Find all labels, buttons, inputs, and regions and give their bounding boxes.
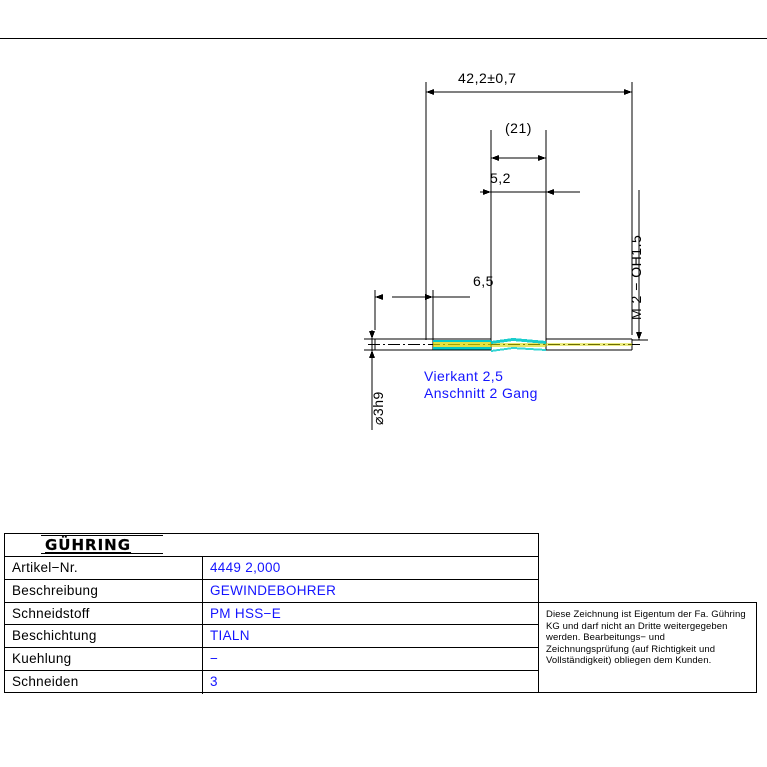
table-row <box>5 625 538 648</box>
note-anschnitt: Anschnitt 2 Gang <box>424 385 538 401</box>
dim-thread-spec: M 2 − OH1.5 <box>628 234 644 320</box>
dim-shank-ref: (21) <box>505 120 532 136</box>
row-label-artikel-nr: Artikel−Nr. <box>5 557 203 579</box>
table-row <box>5 580 538 603</box>
table-row <box>5 557 538 580</box>
table-row <box>5 671 538 694</box>
dim-diameter: ⌀3h9 <box>370 391 386 425</box>
row-value-beschichtung: TIALN <box>210 628 250 644</box>
dim-thread-length: 6,5 <box>473 273 494 289</box>
table-row <box>5 648 538 671</box>
row-value-schneiden: 3 <box>210 673 218 689</box>
title-block-logo-row <box>5 534 538 557</box>
row-label-beschichtung: Beschichtung <box>5 625 203 647</box>
dim-overall-length: 42,2±0,7 <box>458 70 517 86</box>
note-vierkant: Vierkant 2,5 <box>424 368 504 384</box>
legal-note-box: Diese Zeichnung ist Eigentum der Fa. Gühring KG und darf nicht an Dritte weitergegeben werden. Bearbeitungs− und Zeichnungsprüfung (auf Richtigkeit und Vollständigkeit) obliegen dem Kunden. <box>538 602 757 693</box>
row-label-kuehlung: Kuehlung <box>5 648 203 670</box>
row-label-schneidstoff: Schneidstoff <box>5 603 203 625</box>
row-label-schneiden: Schneiden <box>5 671 203 694</box>
row-value-schneidstoff: PM HSS−E <box>210 605 282 621</box>
dim-neck: 5,2 <box>490 170 511 186</box>
row-value-kuehlung: − <box>210 651 219 667</box>
row-label-beschreibung: Beschreibung <box>5 580 203 602</box>
row-value-artikel-nr: 4449 2,000 <box>210 560 281 575</box>
title-block <box>4 533 539 693</box>
gühring-logo: GÜHRING <box>45 536 132 554</box>
row-value-beschreibung: GEWINDEBOHRER <box>210 582 337 598</box>
table-row <box>5 603 538 626</box>
